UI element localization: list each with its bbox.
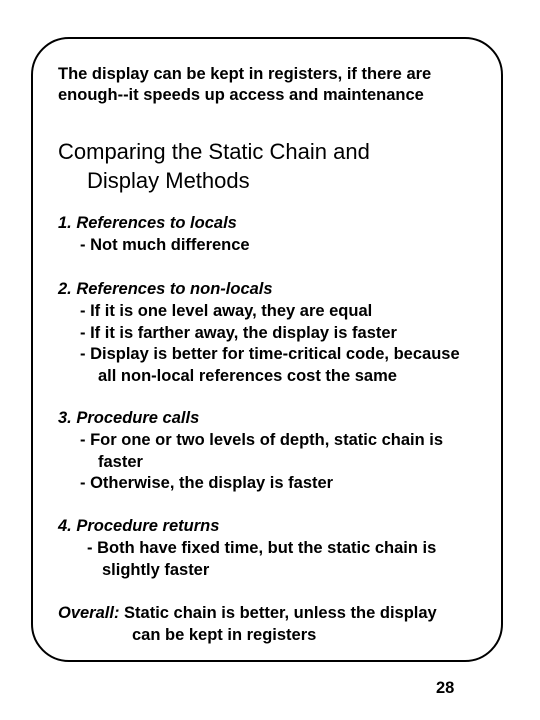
intro-line: The display can be kept in registers, if there are: [58, 65, 432, 83]
item-line: all non-local references cost the same: [98, 367, 397, 386]
item-line: - Display is better for time-critical code, because: [80, 345, 460, 364]
item-line: faster: [98, 452, 143, 471]
title-line: Comparing the Static Chain and: [58, 139, 370, 164]
title-line: Display Methods: [87, 168, 250, 193]
slide-title: [58, 137, 508, 195]
intro-text: [58, 64, 508, 106]
section-procedure-calls: [58, 408, 508, 495]
page-number: 28: [436, 679, 455, 697]
item-line: - For one or two levels of depth, static chain is: [80, 430, 444, 449]
item-line: slightly faster: [102, 560, 210, 579]
section-heading: 2. References to non-locals: [58, 280, 273, 298]
section-item: [58, 430, 508, 474]
overall-line: can be kept in registers: [132, 626, 317, 644]
section-references-to-locals: [58, 213, 508, 257]
item-line: - Both have fixed time, but the static chain is: [87, 538, 437, 557]
section-heading: 1. References to locals: [58, 214, 237, 232]
section-item: - If it is one level away, they are equal: [80, 301, 373, 320]
section-item: - Not much difference: [80, 235, 250, 254]
overall-line: Static chain is better, unless the display: [119, 604, 437, 622]
section-item: - If it is farther away, the display is faster: [80, 323, 397, 342]
section-item: [58, 538, 508, 582]
section-heading: 3. Procedure calls: [58, 409, 200, 427]
section-item: [58, 344, 508, 388]
section-heading: 4. Procedure returns: [58, 517, 220, 535]
section-references-to-non-locals: [58, 279, 508, 388]
overall-label: Overall:: [58, 604, 120, 622]
section-item: - Otherwise, the display is faster: [80, 474, 334, 493]
overall-summary: [58, 602, 508, 646]
section-procedure-returns: [58, 516, 508, 581]
intro-line: enough--it speeds up access and maintenance: [58, 86, 424, 104]
